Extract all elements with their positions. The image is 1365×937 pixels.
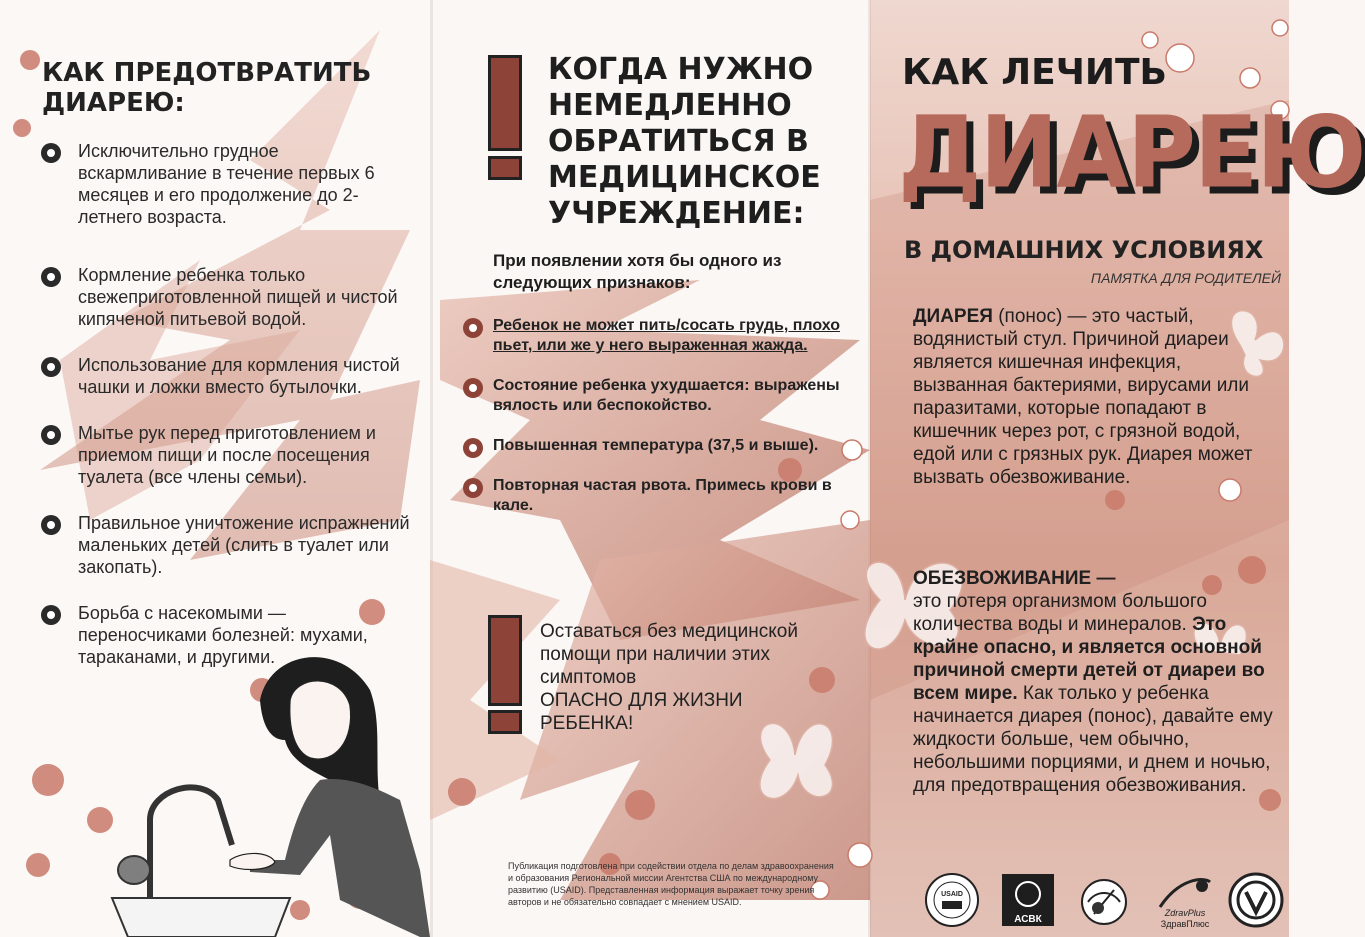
list-item xyxy=(40,602,410,668)
prevention-title: КАК ПРЕДОТВРАТИТЬ ДИАРЕЮ: xyxy=(42,58,372,118)
dehydration-warning: Это крайне опасно, и является основной причиной смерти детей от диареи во всем мире. xyxy=(913,614,1265,704)
list-item-text: Повышенная температура (37,5 и выше). xyxy=(493,437,819,454)
dehydration-definition xyxy=(913,567,1273,797)
urgent-care-title: КОГДА НУЖНО НЕМЕДЛЕННО ОБРАТИТЬСЯ В МЕДИЦИНСКОЕ УЧРЕЖДЕНИЕ: xyxy=(548,52,821,231)
dehydration-term: ОБЕЗВОЖИВАНИЕ — xyxy=(913,568,1116,589)
list-item-text: Состояние ребенка ухудшается: выражены вялость или беспокойство. xyxy=(493,377,840,414)
list-item-text: Мытье рук перед приготовлением и приемом пищи и после посещения туалета (все члены семьи). xyxy=(78,423,376,487)
diarrhea-text: это частый, водянистый стул. Причиной диареи является кишечная инфекция, вызванная бактериями, вирусами или паразитами, которые попадают в кишечник через рот, с грязной водой, едой или с грязных рук. Диарея может вызвать обезвоживание. xyxy=(913,306,1253,488)
diarrhea-paren: (понос) — xyxy=(998,306,1087,327)
acbk-label: АСВК xyxy=(1014,914,1042,925)
publication-credits: Публикация подготовлена при содействии отдела по делам здравоохранения и образования Региональной миссии Агентства США по международному развитию (USAID). Представленная информация выражает точку зрения авторов и не обязательно совпадает с мнением USAID. xyxy=(508,861,834,907)
list-item-text: Правильное уничтожение испражнений маленьких детей (слить в туалет или закопать). xyxy=(78,513,410,577)
list-item-text: Повторная частая рвота. Примесь крови в кале. xyxy=(493,477,832,514)
prevention-list xyxy=(40,140,410,690)
danger-signs-list xyxy=(462,316,862,536)
list-item-text: Использование для кормления чистой чашки и ложки вместо бутылочки. xyxy=(78,355,400,397)
partner-logos xyxy=(924,872,1284,932)
warning-text xyxy=(540,620,840,735)
dehydration-advice: Как только у ребенка начинается диарея (понос), давайте ему жидкости больше, чем обычно, небольшими порциями, и днем и ночью, для предотвращения обезвоживания. xyxy=(913,683,1273,796)
warning-emphasis: ОПАСНО ДЛЯ ЖИЗНИ РЕБЕНКА! xyxy=(540,690,743,734)
acbk-logo-icon xyxy=(1000,872,1056,928)
flower-bullet-icon xyxy=(462,377,484,399)
flower-bullet-icon xyxy=(40,142,62,164)
treatment-subtitle: В ДОМАШНИХ УСЛОВИЯХ xyxy=(904,236,1264,264)
list-item-text: Борьба с насекомыми — переносчиками болезней: мухами, тараканами, и другими. xyxy=(78,603,368,667)
diarrhea-term: ДИАРЕЯ xyxy=(913,306,993,327)
treatment-title: КАК ЛЕЧИТЬ xyxy=(902,52,1167,93)
flower-bullet-icon xyxy=(462,437,484,459)
flower-bullet-icon xyxy=(40,604,62,626)
signs-intro: При появлении хотя бы одного из следующих признаков: xyxy=(493,251,782,292)
globe-ball-logo-icon xyxy=(1076,872,1132,928)
flower-bullet-icon xyxy=(40,356,62,378)
list-item xyxy=(40,264,410,330)
list-item xyxy=(462,476,862,516)
flower-bullet-icon xyxy=(462,317,484,339)
flower-bullet-icon xyxy=(40,514,62,536)
list-item xyxy=(462,436,862,456)
zdravplus-logo-icon xyxy=(1150,872,1220,928)
list-item xyxy=(462,316,862,356)
dehydration-text: это потеря организмом большого количества воды и минералов. xyxy=(913,591,1207,635)
zdravplus-ru-label: ЗдравПлюс xyxy=(1160,919,1210,929)
exclamation-dot xyxy=(488,156,522,180)
flower-bullet-icon xyxy=(40,424,62,446)
partner-emblem-icon xyxy=(1228,872,1284,928)
list-item xyxy=(40,512,410,578)
warning-line: Оставаться без медицинской помощи при наличии этих симптомов xyxy=(540,621,798,688)
usaid-seal-icon xyxy=(924,872,980,928)
list-item-text: Ребенок не может пить/сосать грудь, плохо пьет, или же у него выраженная жажда. xyxy=(493,317,840,354)
flower-bullet-icon xyxy=(462,477,484,499)
exclamation-icon xyxy=(488,615,522,706)
list-item-text: Исключительно грудное вскармливание в течение первых 6 месяцев и его продолжение до 2-летнего возраста. xyxy=(78,141,375,227)
list-item-text: Кормление ребенка только свежеприготовленной пищей и чистой кипяченой питьевой водой. xyxy=(78,265,398,329)
exclamation-dot xyxy=(488,710,522,734)
list-item xyxy=(40,140,410,228)
list-item xyxy=(462,376,862,416)
list-item xyxy=(40,354,410,398)
exclamation-icon xyxy=(488,55,522,151)
diarrhea-definition xyxy=(913,305,1273,489)
flower-bullet-icon xyxy=(40,266,62,288)
list-item xyxy=(40,422,410,488)
parents-note: ПАМЯТКА ДЛЯ РОДИТЕЛЕЙ xyxy=(1090,270,1281,286)
usaid-label: USAID xyxy=(941,891,963,898)
zdravplus-label: ZdravPlus xyxy=(1164,908,1206,918)
treatment-big-title: ДИАРЕЮ xyxy=(898,96,1365,211)
faucet-and-basin-illustration xyxy=(150,787,232,900)
